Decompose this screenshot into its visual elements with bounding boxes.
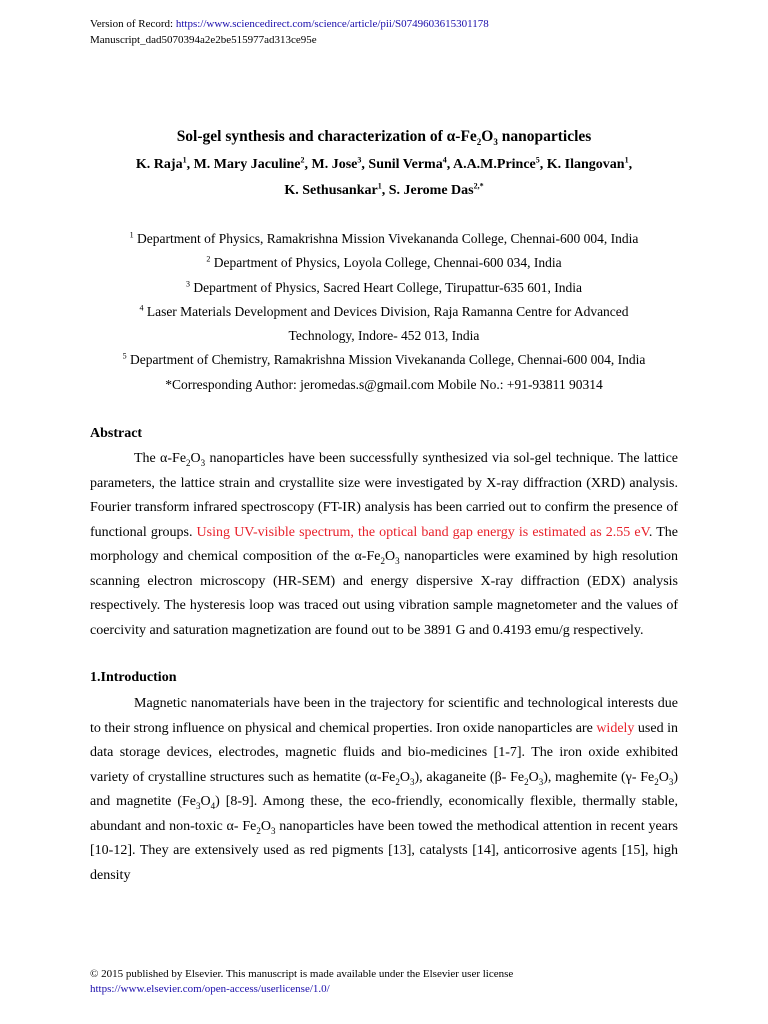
affiliation: $^5$ Department of Chemistry, Ramakrishna Mission Vivekananda College, Chennai-600 004, India — [122, 351, 646, 368]
manuscript-id: Manuscript_dad5070394a2e2be515977ad313ce95e — [90, 34, 317, 46]
author: A.A.M.Prince$^5$, — [452, 155, 547, 172]
affiliation-continued: Technology, Indore- 452 013, India — [288, 328, 480, 344]
corresponding-author: *Corresponding Author: jeromedas.s@gmail.com Mobile No.: +91-93811 90314 — [165, 376, 603, 392]
abstract-heading: Abstract — [90, 426, 143, 441]
highlighted-text: widely — [596, 720, 635, 736]
affiliation: $^2$ Department of Physics, Loyola College, Chennai-600 034, India — [206, 254, 562, 271]
highlighted-text: Using UV-visible spectrum, the optical band gap energy is estimated as 2.55 eV — [196, 524, 649, 540]
paper-title: Sol-gel synthesis and characterization of $\alpha-Fe_2O_3$ nanoparticles — [176, 128, 592, 148]
affiliation: $^3$ Department of Physics, Sacred Heart College, Tirupattur-635 601, India — [186, 279, 582, 295]
license-link[interactable]: https://www.elsevier.com/open-access/userlicense/1.0/ — [90, 983, 330, 995]
author: S. Jerome Das$^{2,*}$ — [388, 181, 484, 198]
author: K. Raja$^1$, — [135, 155, 194, 172]
author: K. Ilangovan$^1$, — [546, 155, 633, 172]
affiliations — [90, 227, 678, 397]
version-of-record-line — [90, 18, 489, 31]
author-line-2 — [90, 178, 678, 203]
author: Sunil Verma$^4$, — [368, 155, 453, 172]
license-text: © 2015 published by Elsevier. This manuscript is made available under the Elsevier user license — [90, 968, 514, 980]
version-label: Version of Record: — [90, 18, 176, 30]
abstract-text: The $\alpha-Fe_2O_3$ nanoparticles have been successfully synthesized via sol-gel technique. The lattice parameters, the lattice strain and crystallite size were investigated by X-ray diffraction (XRD) analysis. Fourier transform infrared spectroscopy (FT-IR) analysis has been carried out to confirm the presence of functional groups. Using UV-visible spectrum, the optical band gap energy is estimated as 2.55 eV. The morphology and chemical composition of the $\alpha-Fe_2O_3$ nanoparticles were examined by high resolution scanning electron microscopy (HR-SEM) and energy dispersive X-ray diffraction (EDX) analysis respectively. The hysteresis loop was traced out using vibration sample magnetometer and the values of coercivity and saturation magnetization are found out to be 3891 G and 0.4193 emu/g respectively. — [90, 451, 679, 638]
introduction-heading: 1.Introduction — [90, 670, 177, 685]
author: M. Jose$^3$, — [311, 155, 369, 172]
version-of-record-link[interactable]: https://www.sciencedirect.com/science/article/pii/S0749603615301178 — [175, 18, 489, 30]
affiliation: $^4$ Laser Materials Development and Devices Division, Raja Ramanna Centre for Advanced — [139, 303, 629, 319]
author-line-1 — [90, 152, 678, 177]
introduction-text: Magnetic nanomaterials have been in the trajectory for scientific and technological interests due to their strong influence on physical and chemical properties. Iron oxide nanoparticles are widely used in data storage devices, electrodes, magnetic fluids and bio-medicines [1-7]. The iron oxide exhibited variety of crystalline structures such as hematite $(\alpha-Fe_2O_3)$, akaganeite (β- $Fe_2O_3$), maghemite (γ- $Fe_2O_3$) and magnetite $(Fe_3O_4)$ [8-9]. Among these, the eco-friendly, economically flexible, thermally stable, abundant and non-toxic α- $Fe_2O_3$ nanoparticles have been towed the methodical attention in recent years [10-12]. They are extensively used as red pigments [13], catalysts [14], anticorrosive agents [15], high density — [90, 696, 679, 883]
author: M. Mary Jaculine$^2$, — [193, 155, 312, 172]
author: K. Sethusankar$^1$, — [284, 181, 389, 198]
affiliation: $^1$ Department of Physics, Ramakrishna Mission Vivekananda College, Chennai-600 004, India — [129, 230, 639, 246]
